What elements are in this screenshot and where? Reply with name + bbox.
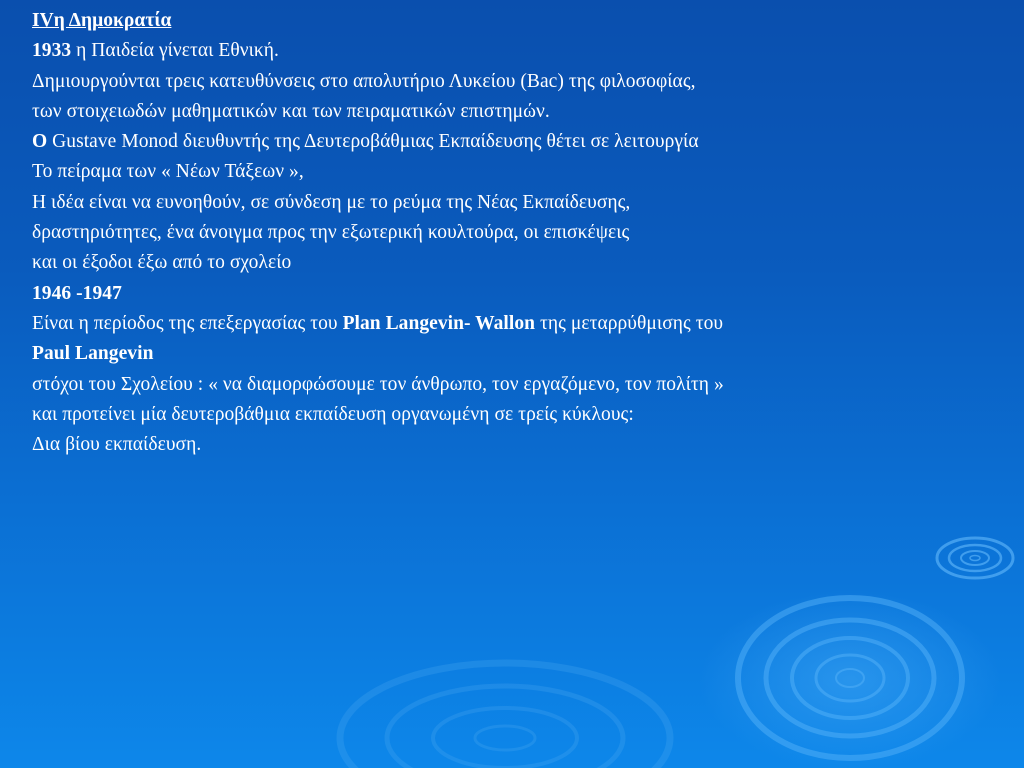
text-run: των στοιχειωδών μαθηματικών και των πειραματικών επιστημών.: [32, 100, 550, 122]
ripple-large-icon: [738, 598, 962, 758]
text-line: [32, 402, 1012, 428]
text-line: [32, 8, 1012, 34]
text-run: και προτείνει μία δευτεροβάθμια εκπαίδευση οργανωμένη σε τρείς κύκλους:: [32, 403, 634, 425]
text-line: [32, 220, 1012, 246]
text-run: Η ιδέα είναι να ευνοηθούν, σε σύνδεση με το ρεύμα της Νέας Εκπαίδευσης,: [32, 191, 631, 213]
text-run: η Παιδεία γίνεται Εθνική.: [71, 40, 279, 62]
bold-text-run: Plan Langevin- Wallon: [342, 312, 536, 334]
bold-text-run: Paul Langevin: [32, 343, 154, 365]
text-run: στόχοι του Σχολείου : « να διαμορφώσουμε τον άνθρωπο, τον εργαζόμενο, τον πολίτη »: [32, 373, 724, 395]
ripple-small-icon: [937, 538, 1013, 578]
text-run: Το πείραμα των « Νέων Τάξεων »,: [32, 161, 304, 183]
bold-text-run: 1933: [32, 40, 72, 62]
text-run: της μεταρρύθμισης του: [535, 312, 724, 334]
bold-text-run: IVη Δημοκρατία: [32, 10, 172, 31]
text-line: [32, 38, 1012, 64]
text-run: Είναι η περίοδος της επεξεργασίας του: [32, 312, 343, 334]
slide-text-body: [32, 8, 1012, 462]
text-line: [32, 190, 1012, 216]
text-run: Δια βίου εκπαίδευση.: [32, 434, 202, 456]
bold-text-run: O: [32, 131, 48, 153]
text-line: [32, 69, 1012, 95]
text-run: δραστηριότητες, ένα άνοιγμα προς την εξωτερική κουλτούρα, οι επισκέψεις: [32, 222, 630, 244]
text-line: [32, 341, 1012, 367]
text-line: [32, 129, 1012, 155]
text-line: [32, 159, 1012, 185]
text-line: [32, 250, 1012, 276]
text-line: [32, 432, 1012, 458]
bold-text-run: 1946 -1947: [32, 282, 122, 304]
text-line: [32, 311, 1012, 337]
text-run: Gustave Monod διευθυντής της Δευτεροβάθμιας Εκπαίδευσης θέτει σε λειτουργία: [47, 131, 699, 153]
text-line: [32, 372, 1012, 398]
text-line: [32, 99, 1012, 125]
text-run: Δημιουργούνται τρεις κατευθύνσεις στο απολυτήριο Λυκείου (Bac) της φιλοσοφίας,: [32, 70, 696, 92]
text-line: [32, 281, 1012, 307]
ripple-faint-icon: [340, 663, 670, 768]
text-run: και οι έξοδοι έξω από το σχολείο: [32, 252, 292, 274]
